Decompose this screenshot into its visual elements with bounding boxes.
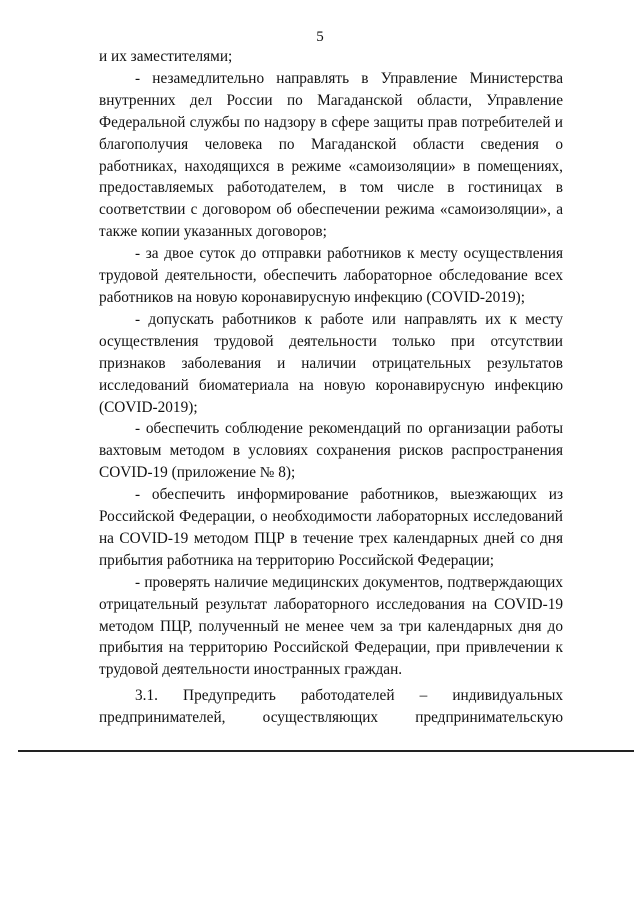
paragraph-inform-workers: - обеспечить информирование работников, выезжающих из Российской Федерации, о необходимости лабораторных исследований на COVID-19 методом ПЦР в течение трех календарных дней со дня прибытия работника на территорию Российской Федерации;: [99, 486, 563, 569]
page-number: 5: [316, 29, 324, 45]
bottom-divider-line: [18, 750, 634, 752]
paragraph-check-medical-documents: - проверять наличие медицинских документов, подтверждающих отрицательный результат лабораторного исследования на COVID-19 методом ПЦР, полученный не менее чем за три календарных дня до прибытия на территорию Российской Федерации, при привлечении к трудовой деятельности иностранных граждан.: [99, 573, 563, 679]
paragraph-lab-testing: - за двое суток до отправки работников к месту осуществления трудовой деятельности, обеспечить лабораторное обследование всех работников на новую коронавирусную инфекцию (COVID-2019);: [99, 245, 563, 306]
paragraph-section-3-1: 3.1. Предупредить работодателей – индивидуальных предпринимателей, осуществляющих предпринимательскую: [99, 687, 563, 727]
document-body: [99, 46, 563, 729]
paragraph-rotation-recommendations: - обеспечить соблюдение рекомендаций по организации работы вахтовым методом в условиях сохранения рисков распространения COVID-19 (приложение № 8);: [99, 420, 563, 482]
paragraph-admission-to-work: - допускать работников к работе или направлять их к месту осуществления трудовой деятельности только при отсутствии признаков заболевания и наличии отрицательных результатов исследований биоматериала на новую коронавирусную инфекцию (COVID-2019);: [99, 310, 563, 416]
paragraph-continuation: и их заместителями;: [99, 48, 233, 65]
paragraph-report-to-authorities: - незамедлительно направлять в Управление Министерства внутренних дел России по Магаданской области, Управление Федеральной службы по надзору в сфере защиты прав потребителей и благополучия человека по Магаданской области сведения о работниках, находящихся в режиме «самоизоляции» в помещениях, предоставляемых работодателем, в том числе в гостиницах в соответствии с договором об обеспечении режима «самоизоляции», а также копии указанных договоров;: [99, 69, 563, 241]
